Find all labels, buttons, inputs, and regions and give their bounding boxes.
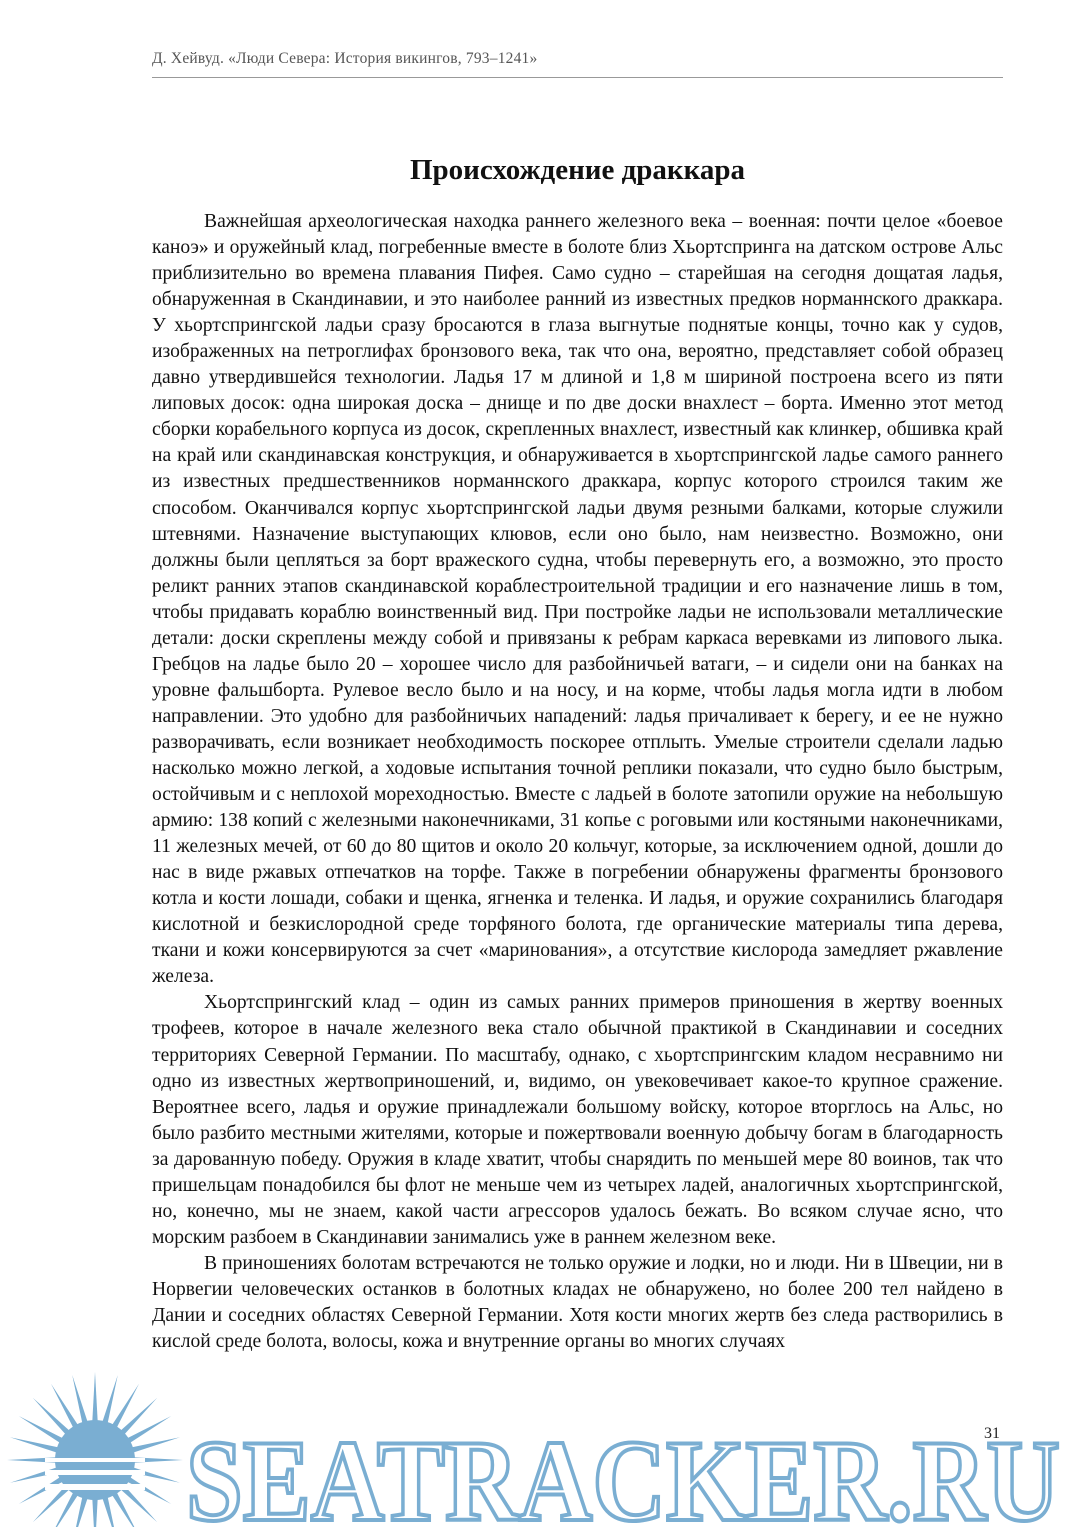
sun-ray-icon	[120, 1398, 157, 1435]
sun-ray-icon	[33, 1398, 70, 1435]
sun-ray-icon	[102, 1375, 118, 1424]
article-body	[152, 209, 1003, 1474]
page-number: 31	[984, 1425, 1000, 1442]
sun-ray-icon	[120, 1485, 157, 1522]
sun-ray-icon	[33, 1485, 70, 1522]
sun-ray-icon	[131, 1437, 180, 1453]
sun-ray-icon	[92, 1498, 97, 1527]
sun-ray-icon	[92, 1372, 97, 1422]
paragraph-1: Важнейшая археологическая находка раннего железного века – военная: почти целое «боевое каноэ» и оружейный клад, погребенные вместе в болоте близ Хьортспринга на датском острове Альс приблизительно во времена плавания Пифея. Само судно – старейшая на сегодня дощатая ладья, обнаруженная в Скандинавии, и это наиболее ранний из известных предков норманнского драккара. У хьортспрингской ладьи сразу бросаются в глаза выгнутые поднятые концы, точно как у судов, изображенных на петроглифах бронзового века, так что она, вероятно, представляет собой образец давно утвердившейся технологии. Ладья 17 м длиной и 1,8 м шириной построена всего из пяти липовых досок: одна широкая доска – днище и по две доски внахлест – борта. Именно этот метод сборки корабельного корпуса из досок, скрепленных внахлест, известный как клинкер, обшивка край на край или скандинавская конструкция, и обнаруживается в хьортспрингской ладье самого раннего из известных предшественников норманнского драккара, корпус которого строился таким же способом. Оканчивался корпус хьортспрингской ладьи двумя резными балками, которые служили штевнями. Назначение выступающих клювов, если оно было, нам неизвестно. Возможно, они должны были цепляться за борт вражеского судна, чтобы перевернуть его, а возможно, это просто реликт ранних этапов скандинавской кораблестроительной традиции и его назначение лишь в том, чтобы придавать кораблю воинственный вид. При постройке ладьи не использовали металлические детали: доски скреплены между собой и привязаны к ребрам каркаса веревками из липового лыка. Гребцов на ладье было 20 – хорошее число для разбойничьей ватаги, – и сидели они на банках на уровне фальшборта. Рулевое весло было и на носу, и на корме, чтобы ладья могла идти в любом направлении. Это удобно для разбойничьих нападений: ладья причаливает к берегу, и ее не нужно разворачивать, если возникает необходимость поскорее отплыть. Умелые строители сделали ладью насколько можно легкой, а ходовые испытания точной реплики показали, что судно было быстрым, остойчивым и с неплохой мореходностью. Вместе с ладьей в болоте затопили оружие на небольшую армию: 138 копий с железными наконечниками, 31 копье с роговыми или костяными наконечниками, 11 железных мечей, от 60 до 80 щитов и около 20 кольчуг, которые, за исключением одной, дошли до нас в виде ржавых отпечатков на торфе. Также в погребении обнаружены фрагменты бронзового котла и кости лошади, собаки и щенка, ягненка и теленка. И ладья, и оружие сохранились благодаря кислотной и безкислородной среде торфяного болота, где органические материалы типа дерева, ткани и кожи консервируются за счет «маринования», а отсутствие кислорода замедляет ржавление железа.	[152, 211, 1003, 988]
running-head: Д. Хейвуд. «Люди Севера: История викингов, 793–1241»	[152, 50, 538, 67]
sun-ray-icon	[102, 1496, 118, 1527]
sun-ray-icon	[10, 1437, 59, 1453]
section-title: Происхождение драккара	[409, 154, 746, 186]
sun-ray-icon	[51, 1491, 78, 1527]
sun-ray-icon	[72, 1496, 88, 1527]
sun-ray-icon	[72, 1375, 88, 1424]
header-divider	[152, 77, 1003, 78]
sun-ray-icon	[112, 1491, 139, 1527]
paragraph-2: Хьортспрингский клад – один из самых ранних примеров приношения в жертву военных трофеев, которое в начале железного века стало обычной практикой в Скандинавии и соседних территориях Северной Германии. По масштабу, однако, с хьортспрингским кладом несравнимо ни одно из известных жертвоприношений, и, видимо, он увековечивает какое-то крупное сражение. Вероятнее всего, ладья и оружие принадлежали большому войску, которое вторглось на Альс, но было разбито местными жителями, которые и пожертвовали военную добычу богам в благодарность за дарованную победу. Оружия в кладе хватит, чтобы снарядить по меньшей мере 80 воинов, так что пришельцам понадобился бы флот не меньше чем из четырех ладей, аналогичных хьортспрингской, но, конечно, мы не знаем, какой части агрессоров удалось бежать. Во всяком случае ясно, что морским разбоем в Скандинавии занимались уже в раннем железном веке.	[152, 992, 1003, 1248]
seatracker-watermark	[0, 1370, 1080, 1527]
sun-logo-icon	[7, 1372, 183, 1527]
watermark-text: SEATRACKER.RU	[186, 1417, 1060, 1527]
paragraph-3: В приношениях болотам встречаются не только оружие и лодки, но и люди. Ни в Швеции, ни в Норвегии человеческих останков в болотных кладах не обнаружено, но более 200 тел найдено в Дании и соседних областях Северной Германии. Хотя кости многих жертв без следа растворились в кислой среде болота, волосы, кожа и внутренние органы во многих случаях	[152, 1252, 1003, 1353]
